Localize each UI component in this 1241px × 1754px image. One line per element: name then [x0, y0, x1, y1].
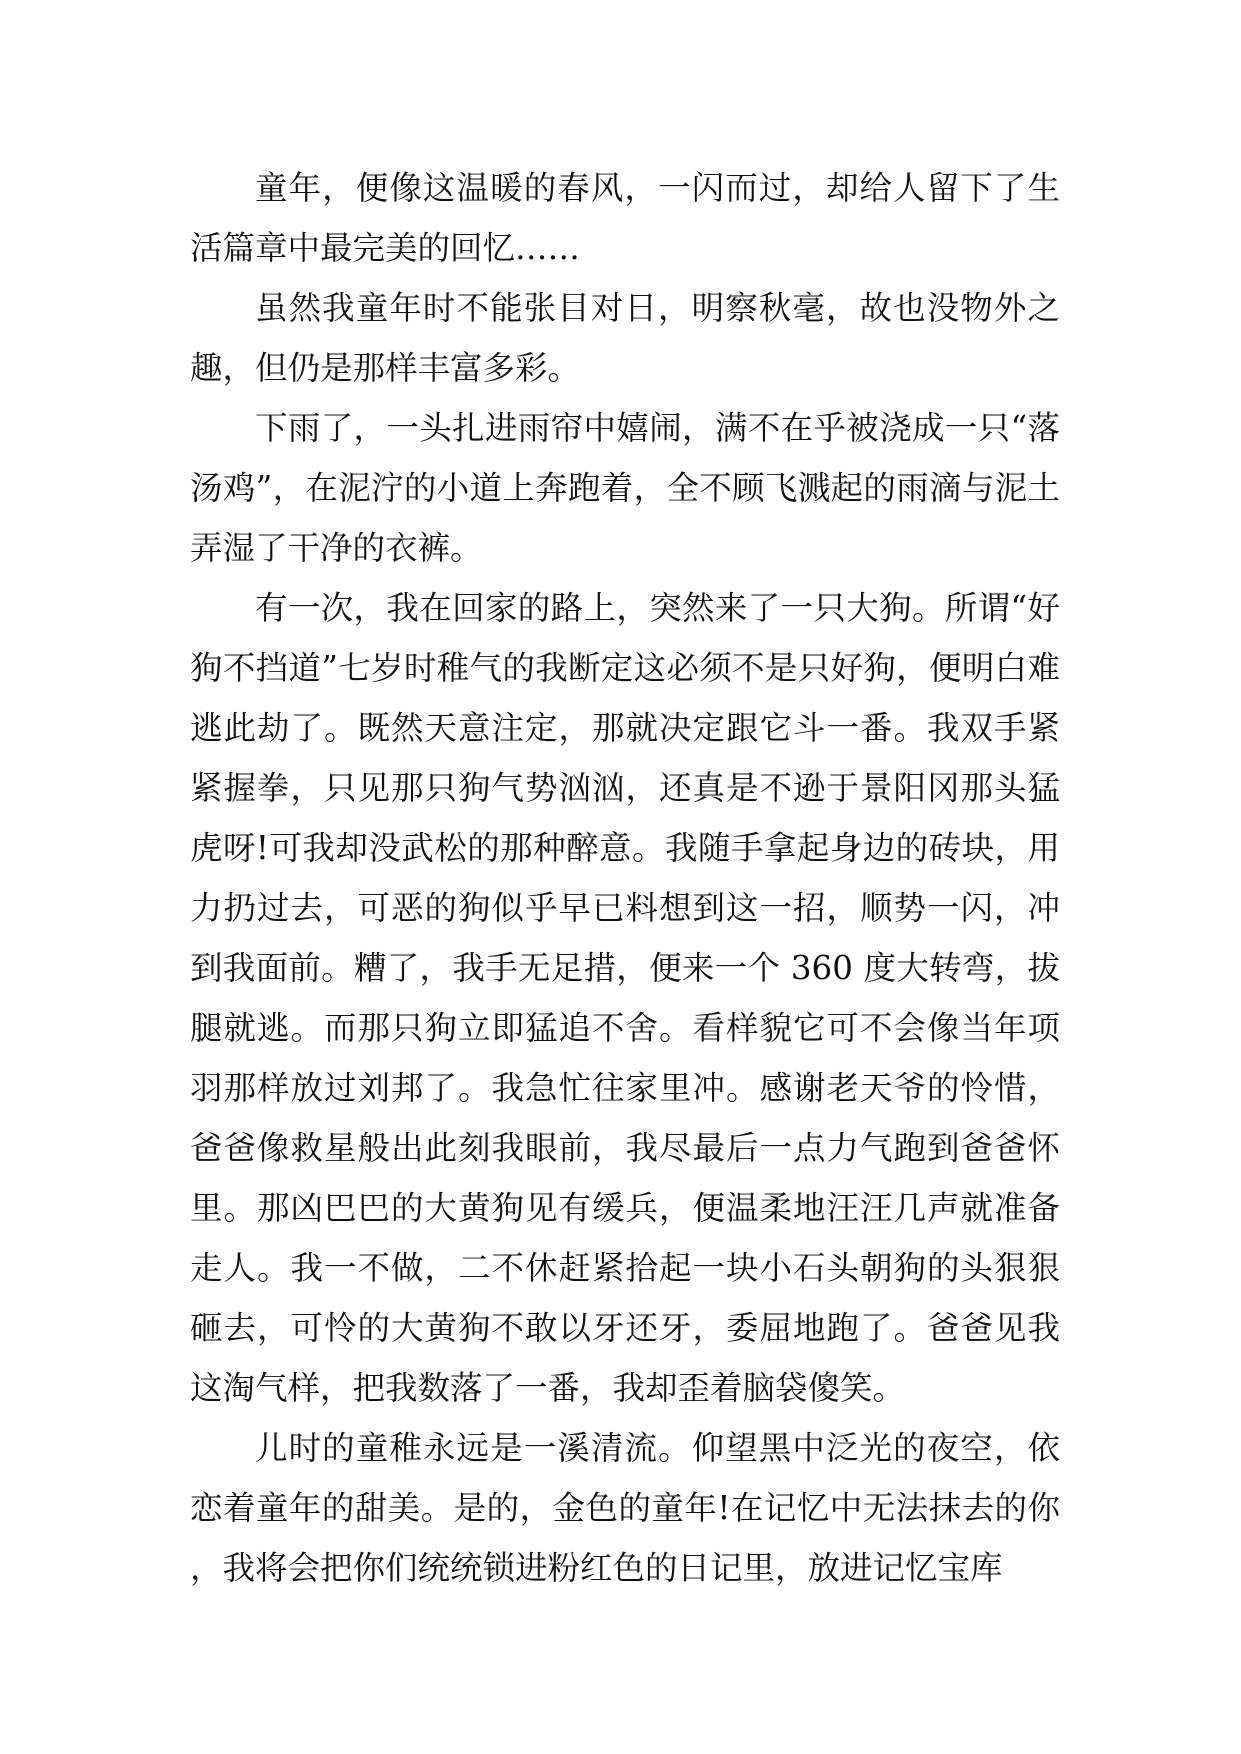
essay-body: [190, 158, 1060, 1598]
paragraph-3: 下雨了，一头扎进雨帘中嬉闹，满不在乎被浇成一只“落汤鸡”，在泥泞的小道上奔跑着，全不顾飞溅起的雨滴与泥土弄湿了干净的衣裤。: [190, 409, 1060, 567]
paragraph-4: 有一次，我在回家的路上，突然来了一只大狗。所谓“好狗不挡道”七岁时稚气的我断定这必须不是只好狗，便明白难逃此劫了。既然天意注定，那就决定跟它斗一番。我双手紧紧握拳，只见那只狗气势汹汹，还真是不逊于景阳冈那头猛虎呀!可我却没武松的那种醉意。我随手拿起身边的砖块，用力扔过去，可恶的狗似乎早已料想到这一招，顺势一闪，冲到我面前。糟了，我手无足措，便来一个 360 度大转弯，拔腿就逃。而那只狗立即猛追不舍。看样貌它可不会像当年项羽那样放过刘邦了。我急忙往家里冲。感谢老天爷的怜惜，爸爸像救星般出此刻我眼前，我尽最后一点力气跑到爸爸怀里。那凶巴巴的大黄狗见有缓兵，便温柔地汪汪几声就准备走人。我一不做，二不休赶紧拾起一块小石头朝狗的头狠狠砸去，可怜的大黄狗不敢以牙还牙，委屈地跑了。爸爸见我这淘气样，把我数落了一番，我却歪着脑袋傻笑。: [190, 589, 1060, 1407]
paragraph-5: 儿时的童稚永远是一溪清流。仰望黑中泛光的夜空，依恋着童年的甜美。是的，金色的童年!在记忆中无法抹去的你，我将会把你们统统锁进粉红色的日记里，放进记忆宝库: [190, 1429, 1060, 1587]
paragraph-1: 童年，便像这温暖的春风，一闪而过，却给人留下了生活篇章中最完美的回忆……: [190, 169, 1060, 267]
paragraph-2: 虽然我童年时不能张目对日，明察秋毫，故也没物外之趣，但仍是那样丰富多彩。: [190, 289, 1060, 387]
